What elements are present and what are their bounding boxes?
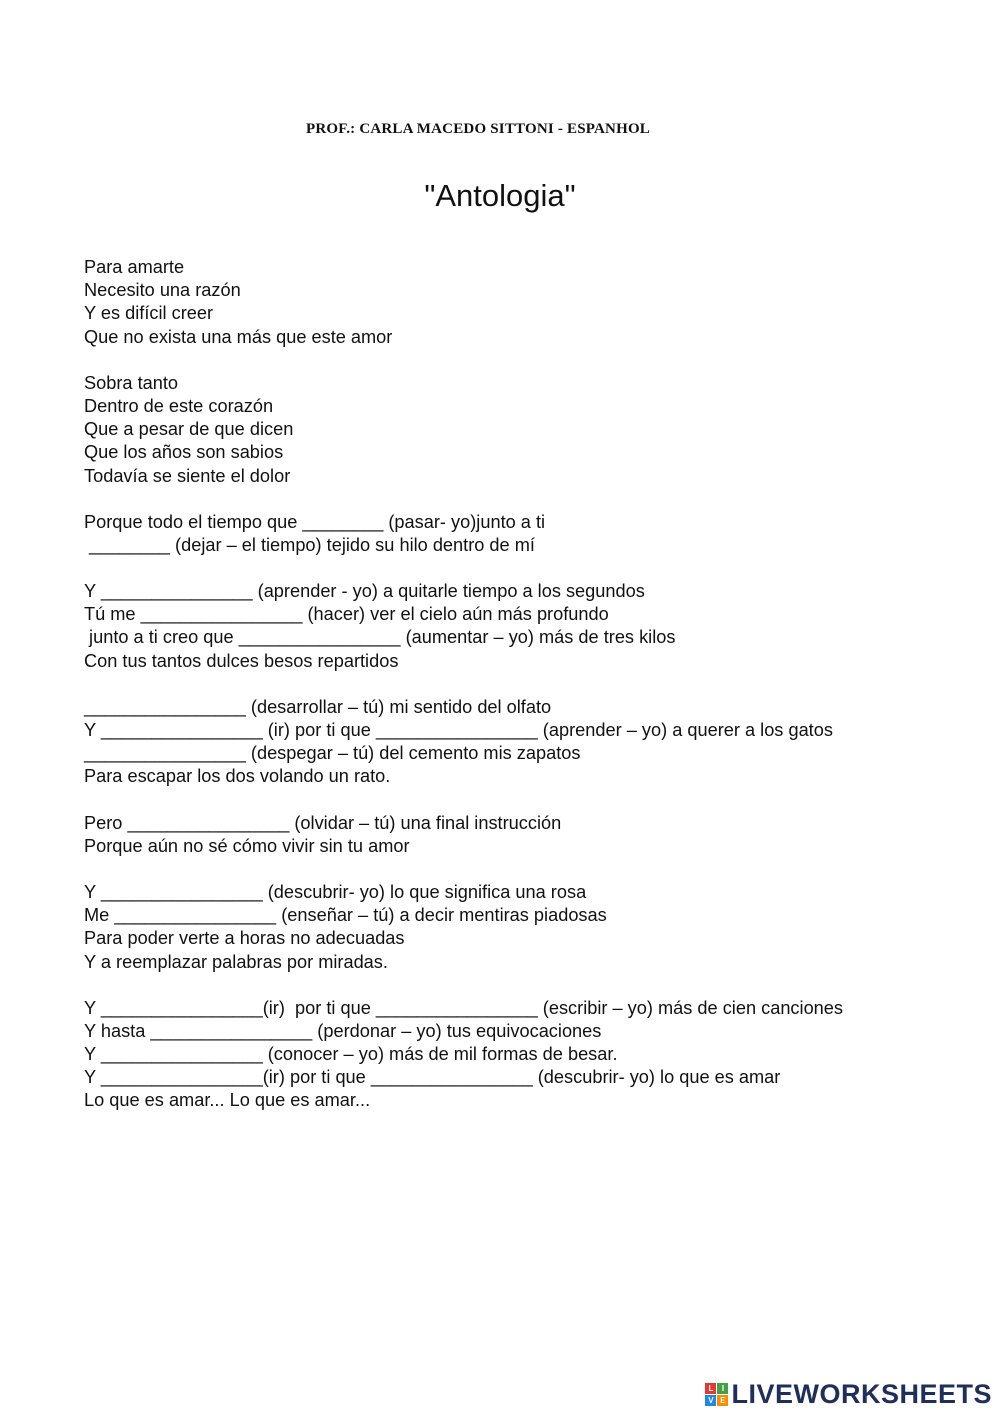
lyric-line: ________________ (despegar – tú) del cemento mis zapatos <box>84 743 581 764</box>
stanza <box>84 511 964 557</box>
lyric-line: Pero ________________ (olvidar – tú) una final instrucción <box>84 812 562 833</box>
lyric-line: Que los años son sabios <box>84 442 284 463</box>
lyric-line: ________ (dejar – el tiempo) tejido su hilo dentro de mí <box>84 534 535 555</box>
lyric-line: Sobra tanto <box>84 372 179 393</box>
lyric-line: Y ________________(ir) por ti que ________________ (descubrir- yo) lo que es amar <box>84 1067 781 1088</box>
lyric-line: Que a pesar de que dicen <box>84 419 294 440</box>
stanza <box>84 372 964 488</box>
lyric-line: Para escapar los dos volando un rato. <box>84 766 391 787</box>
lyric-line: Y ________________ (conocer – yo) más de mil formas de besar. <box>84 1044 618 1065</box>
logo-letter-tile: E <box>717 1395 728 1406</box>
lyric-line: Y ________________ (ir) por ti que ________________ (aprender – yo) a querer a los gatos <box>84 720 833 740</box>
liveworksheets-logo-icon <box>705 1383 728 1406</box>
brand-text: LIVEWORKSHEETS <box>731 1378 992 1409</box>
lyric-line: Para poder verte a horas no adecuadas <box>84 928 405 949</box>
lyric-line: Todavía se siente el dolor <box>84 465 291 486</box>
lyric-line: Tú me ________________ (hacer) ver el cielo aún más profundo <box>84 604 609 625</box>
page-title: "Antologia" <box>424 178 576 213</box>
lyric-line: Para amarte <box>84 257 185 277</box>
stanza <box>84 812 964 858</box>
song-lyrics <box>84 256 964 1136</box>
teacher-header: PROF.: CARLA MACEDO SITTONI - ESPANHOL <box>305 121 651 137</box>
lyric-line: Que no exista una más que este amor <box>84 326 393 347</box>
stanza <box>84 997 964 1113</box>
lyric-line: Porque aún no sé cómo vivir sin tu amor <box>84 835 410 856</box>
lyric-line: Porque todo el tiempo que ________ (pasar- yo)junto a ti <box>84 511 546 532</box>
lyric-line: Y hasta ________________ (perdonar – yo) tus equivocaciones <box>84 1020 602 1041</box>
stanza <box>84 580 964 673</box>
lyric-line: ________________ (desarrollar – tú) mi sentido del olfato <box>84 696 552 717</box>
logo-letter-tile: I <box>717 1383 728 1394</box>
lyric-line: junto a ti creo que ________________ (aumentar – yo) más de tres kilos <box>84 627 676 648</box>
lyric-line: Y a reemplazar palabras por miradas. <box>84 951 388 972</box>
logo-letter-tile: V <box>705 1395 716 1406</box>
lyric-line: Y ________________(ir) por ti que ________________ (escribir – yo) más de cien canciones <box>84 997 844 1018</box>
stanza <box>84 256 964 349</box>
lyric-line: Me ________________ (enseñar – tú) a decir mentiras piadosas <box>84 905 607 926</box>
stanza <box>84 696 964 789</box>
stanza <box>84 881 964 974</box>
lyric-line: Necesito una razón <box>84 280 241 301</box>
lyric-line: Dentro de este corazón <box>84 395 274 416</box>
lyric-line: Y es difícil creer <box>84 303 214 324</box>
liveworksheets-logo <box>705 1377 992 1411</box>
lyric-line: Y _______________ (aprender - yo) a quitarle tiempo a los segundos <box>84 581 645 602</box>
logo-letter-tile: L <box>705 1383 716 1394</box>
lyric-line: Y ________________ (descubrir- yo) lo que significa una rosa <box>84 881 587 902</box>
lyric-line: Con tus tantos dulces besos repartidos <box>84 650 399 671</box>
lyric-line: Lo que es amar... Lo que es amar... <box>84 1090 371 1111</box>
